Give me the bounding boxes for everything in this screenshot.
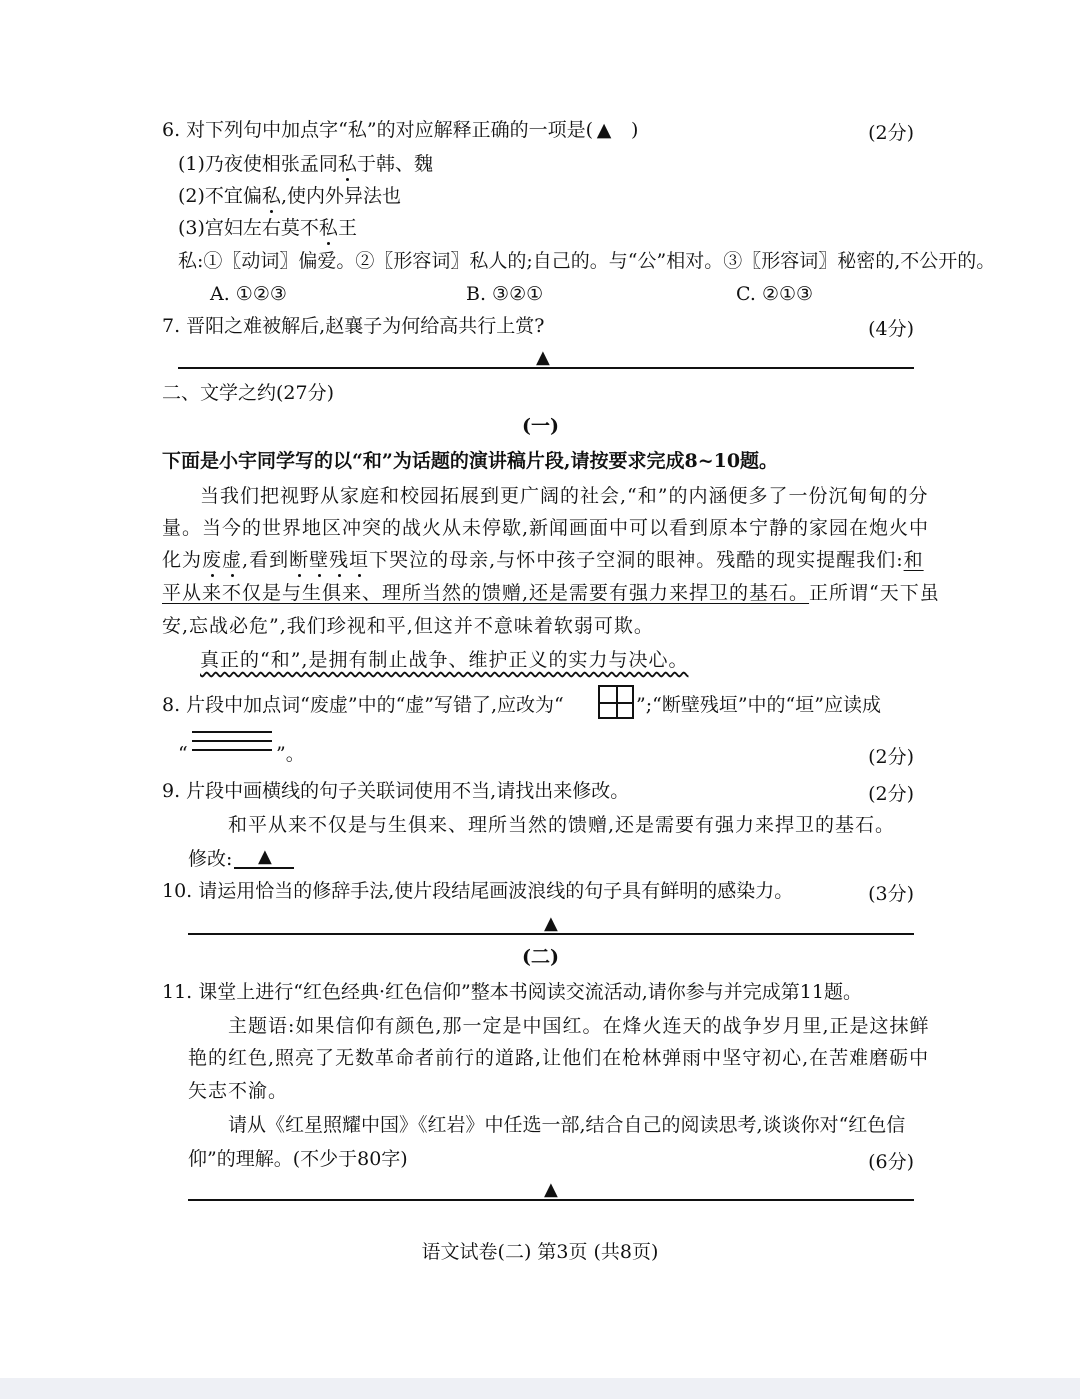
dotted-char-fei: 废 bbox=[202, 549, 223, 571]
q9-answer-line[interactable] bbox=[234, 867, 294, 869]
q7-answer-line[interactable] bbox=[178, 367, 914, 369]
underlined-sentence: 平从来不仅是与生俱来、理所当然的馈赠,还是需要有强力来捍卫的基石。 bbox=[162, 582, 810, 604]
passage-line-2: 量。当今的世界地区冲突的战火从未停歇,新闻画面中可以看到原本宁静的家园在炮火中 bbox=[162, 517, 930, 539]
q6-stem-close: ) bbox=[631, 119, 639, 141]
dotted-char-xu: 虚 bbox=[222, 549, 243, 571]
passage-line-5: 安,忘战必危”,我们珍视和平,但这并不意味着软弱可欺。 bbox=[162, 615, 654, 637]
q11-answer-line[interactable] bbox=[188, 1199, 914, 1201]
q6-option-b: B. ③②① bbox=[466, 283, 544, 305]
q11-theme-line-3: 矢志不渝。 bbox=[188, 1080, 289, 1102]
q6-s1-post: 于韩、魏 bbox=[356, 153, 433, 175]
l4-post: 正所谓“天下虽 bbox=[809, 582, 940, 604]
passage-line-6 bbox=[200, 648, 688, 672]
character-answer-box[interactable] bbox=[598, 685, 634, 719]
q9-score: (2分) bbox=[868, 783, 914, 805]
q10-answer-line[interactable] bbox=[188, 933, 914, 935]
q11-theme-line-2: 艳的红色,照亮了无数革命者前行的道路,让他们在枪林弹雨中坚守初心,在苦难磨砺中 bbox=[188, 1047, 930, 1069]
q6-option-a: A. ①②③ bbox=[210, 283, 287, 305]
q8-close-quote: ”。 bbox=[276, 743, 305, 765]
passage-line-4 bbox=[162, 581, 940, 605]
q8-score: (2分) bbox=[868, 746, 914, 768]
dotted-char-yuan: 垣 bbox=[349, 549, 370, 571]
part-1-intro: 下面是小宇同学写的以“和”为话题的演讲稿片段,请按要求完成8~10题。 bbox=[162, 450, 779, 472]
q6-s3-pre: (3)宫妇左右莫不 bbox=[178, 217, 319, 239]
q6-answer-marker: ▲ bbox=[596, 119, 612, 141]
q8-stem-part-a: 8. 片段中加点词“废虚”中的“虚”写错了,应改为“ bbox=[162, 694, 564, 716]
q6-s3-dotted-char: 私 bbox=[318, 217, 338, 239]
part-2-heading: (二) bbox=[522, 946, 559, 968]
l3-mid: ,看到 bbox=[242, 549, 290, 571]
bottom-strip bbox=[0, 1378, 1080, 1399]
q9-stem: 9. 片段中画横线的句子关联词使用不当,请找出来修改。 bbox=[162, 780, 630, 802]
l3-post: 下哭泣的母亲,与怀中孩子空洞的眼神。残酷的现实提醒我们: bbox=[369, 549, 904, 571]
q6-stem-text: 6. 对下列句中加点字“私”的对应解释正确的一项是( bbox=[162, 119, 594, 141]
q6-option-c: C. ②①③ bbox=[736, 283, 814, 305]
q6-score: (2分) bbox=[868, 122, 914, 144]
l3-underlined: 和 bbox=[903, 549, 924, 571]
q10-answer-marker: ▲ bbox=[544, 913, 558, 934]
q6-s2-pre: (2)不宜偏 bbox=[178, 185, 262, 207]
passage-line-1: 当我们把视野从家庭和校园拓展到更广阔的社会,“和”的内涵便多了一份沉甸甸的分 bbox=[200, 485, 929, 507]
q6-s1-dotted-char: 私 bbox=[337, 153, 357, 175]
q11-answer-marker: ▲ bbox=[544, 1179, 558, 1200]
q11-theme-line-1: 主题语:如果信仰有颜色,那一定是中国红。在烽火连天的战争岁月里,正是这抹鲜 bbox=[228, 1015, 930, 1037]
q6-stem bbox=[162, 118, 638, 142]
dotted-char-bi: 壁 bbox=[309, 549, 330, 571]
q6-sentence-3 bbox=[178, 216, 357, 240]
q11-task-line-1: 请从《红星照耀中国》《红岩》中任选一部,结合自己的阅读思考,谈谈你对“红色信 bbox=[228, 1114, 906, 1136]
dotted-char-duan: 断 bbox=[289, 549, 310, 571]
q6-sentence-2 bbox=[178, 184, 401, 208]
q6-s3-post: 王 bbox=[337, 217, 357, 239]
l3-pre: 化为 bbox=[162, 549, 203, 571]
q6-s1-pre: (1)乃夜使相张孟同 bbox=[178, 153, 338, 175]
passage-line-3 bbox=[162, 548, 924, 572]
wavy-underlined-sentence: 真正的“和”,是拥有制止战争、维护正义的实力与决心。 bbox=[200, 649, 689, 671]
q8-open-quote: “ bbox=[178, 743, 188, 765]
q6-definition: 私:①〖动词〗偏爱。②〖形容词〗私人的;自己的。与“公”相对。③〖形容词〗秘密的,不公开的。 bbox=[178, 250, 996, 272]
q6-sentence-1 bbox=[178, 152, 433, 176]
part-1-heading: (一) bbox=[522, 415, 559, 437]
q11-stem: 11. 课堂上进行“红色经典·红色信仰”整本书阅读交流活动,请你参与并完成第11题。 bbox=[162, 981, 862, 1003]
q7-stem: 7. 晋阳之难被解后,赵襄子为何给高共行上赏? bbox=[162, 315, 545, 337]
q10-stem: 10. 请运用恰当的修辞手法,使片段结尾画波浪线的句子具有鲜明的感染力。 bbox=[162, 880, 794, 902]
q11-task-line-2: 仰”的理解。(不少于80字) bbox=[188, 1148, 408, 1170]
q8-stem-part-b: ”;“断壁残垣”中的“垣”应读成 bbox=[636, 694, 881, 716]
q7-score: (4分) bbox=[868, 318, 914, 340]
q9-fix-label: 修改: bbox=[188, 848, 233, 870]
pinyin-answer-blank[interactable] bbox=[192, 731, 272, 757]
q10-score: (3分) bbox=[868, 883, 914, 905]
page-footer: 语文试卷(二) 第3页 (共8页) bbox=[421, 1241, 659, 1263]
q6-s2-dotted-char: 私 bbox=[261, 185, 281, 207]
q9-answer-marker: ▲ bbox=[258, 846, 272, 867]
section-2-title: 二、文学之约(27分) bbox=[162, 382, 335, 404]
q9-sentence: 和平从来不仅是与生俱来、理所当然的馈赠,还是需要有强力来捍卫的基石。 bbox=[228, 814, 896, 836]
dotted-char-can: 残 bbox=[329, 549, 350, 571]
q11-score: (6分) bbox=[868, 1151, 914, 1173]
q7-answer-marker: ▲ bbox=[536, 347, 550, 368]
q6-s2-post: ,使内外异法也 bbox=[280, 185, 401, 207]
